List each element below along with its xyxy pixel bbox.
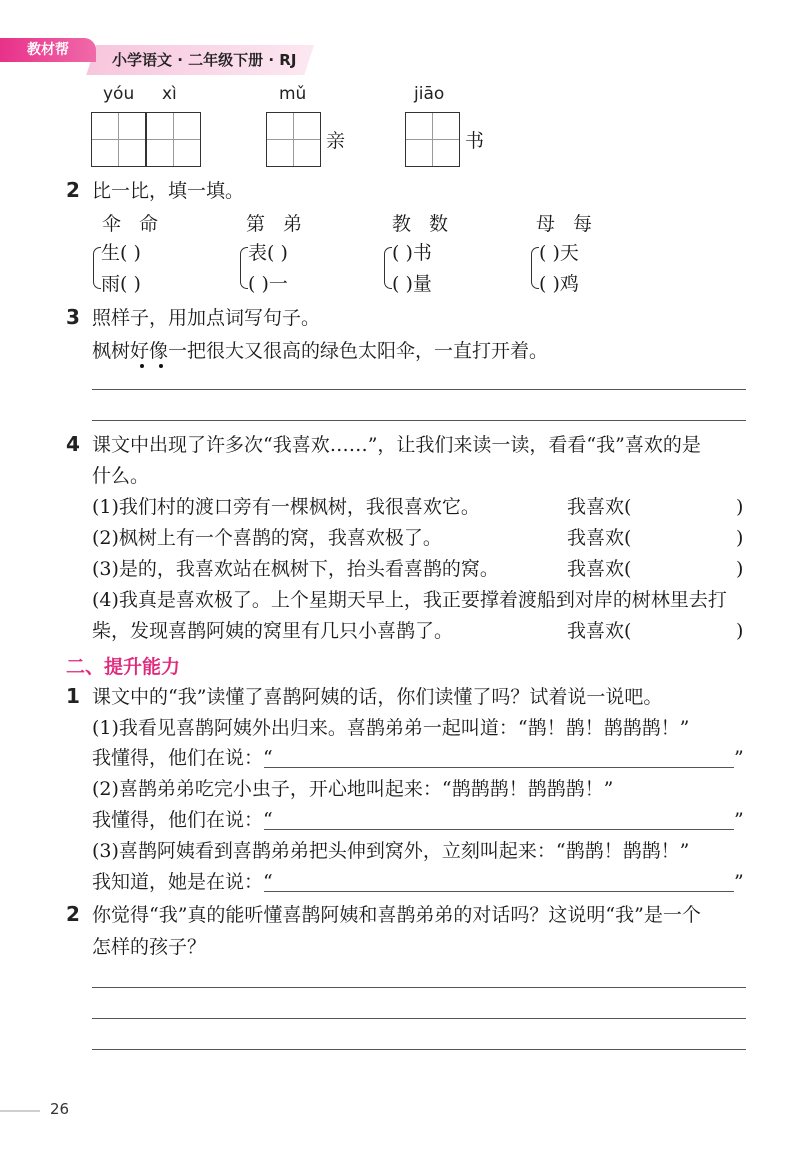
fill-blank[interactable]: 表( ) [248,242,288,264]
writing-box[interactable] [91,112,146,167]
footer-rule [0,1110,40,1112]
word-suffix: 亲 [326,130,346,152]
answer-blank[interactable]: 我喜欢( [567,496,632,518]
question-number: 2 [66,902,80,926]
s2q1-item: (1)我看见喜鹊阿姨外出归来。喜鹊弟弟一起叫道：“鹊！鹊！鹊鹊鹊！” [92,717,690,739]
s2q1-item: (2)喜鹊弟弟吃完小虫子，开心地叫起来：“鹊鹊鹊！鹊鹊鹊！” [92,778,614,800]
answer-prompt: 我懂得，他们在说：“ [92,747,273,769]
answer-close: ) [736,558,744,580]
brace [384,247,392,289]
q4-item: 柴，发现喜鹊阿姨的窝里有几只小喜鹊了。 [92,620,454,642]
fill-blank[interactable]: 生( ) [101,242,141,264]
answer-prompt: 我懂得，他们在说：“ [92,809,273,831]
char-pair: 伞 命 [102,213,159,235]
pinyin-label: yóu [103,84,135,104]
fill-blank[interactable]: ( )天 [539,242,579,264]
s2q1-item: (3)喜鹊阿姨看到喜鹊弟弟把头伸到窝外，立刻叫起来：“鹊鹊！鹊鹊！” [92,840,690,862]
answer-line[interactable] [264,891,734,892]
q4-item: (3)是的，我喜欢站在枫树下，抬头看喜鹊的窝。 [92,558,499,580]
question-number: 1 [66,684,80,708]
page-number: 26 [50,1100,70,1118]
close-quote: ” [734,871,744,893]
pinyin-label: mǔ [279,84,307,104]
section-heading: 二、提升能力 [66,656,181,678]
fill-blank[interactable]: ( )书 [392,242,432,264]
fill-blank[interactable]: 雨( ) [101,273,141,295]
brace [93,247,101,289]
header-subtitle: 小学语文 · 二年级下册 · RJ [112,51,297,69]
answer-blank[interactable]: 我喜欢( [567,527,632,549]
writing-box[interactable] [405,112,460,167]
emphasis-dot [159,364,163,368]
answer-line[interactable] [92,420,746,421]
question-title: 你觉得“我”真的能听懂喜鹊阿姨和喜鹊弟弟的对话吗？这说明“我”是一个 [92,904,701,926]
answer-line[interactable] [264,829,734,830]
close-quote: ” [734,747,744,769]
pinyin-label: jiāo [414,84,445,104]
answer-close: ) [736,527,744,549]
answer-blank[interactable]: 我喜欢( [567,558,632,580]
char-pair: 教 数 [392,213,449,235]
question-title: 课文中的“我”读懂了喜鹊阿姨的话，你们读懂了吗？试着说一说吧。 [92,686,663,708]
question-title: 什么。 [92,465,150,487]
brace [531,247,539,289]
brand-tag: 教材帮 [0,38,96,62]
fill-blank[interactable]: ( )一 [248,273,288,295]
char-pair: 母 每 [536,213,593,235]
question-number: 3 [66,305,80,329]
fill-blank[interactable]: ( )量 [392,273,432,295]
pinyin-label: xì [162,84,177,104]
example-sentence: 枫树好像一把很大又很高的绿色太阳伞，一直打开着。 [92,340,549,362]
q4-item: (2)枫树上有一个喜鹊的窝，我喜欢极了。 [92,527,442,549]
answer-line[interactable] [92,389,746,390]
writing-box[interactable] [266,112,321,167]
fill-blank[interactable]: ( )鸡 [539,273,579,295]
q4-item: (1)我们村的渡口旁有一棵枫树，我很喜欢它。 [92,496,480,518]
answer-blank[interactable]: 我喜欢( [567,620,632,642]
answer-close: ) [736,620,744,642]
char-pair: 第 弟 [246,213,303,235]
answer-line[interactable] [92,987,746,988]
question-title: 比一比，填一填。 [92,180,245,202]
question-number: 4 [66,432,80,456]
q4-item: (4)我真是喜欢极了。上个星期天早上，我正要撑着渡船到对岸的树林里去打 [92,589,727,611]
word-suffix: 书 [465,130,485,152]
close-quote: ” [734,809,744,831]
answer-line[interactable] [92,1049,746,1050]
answer-close: ) [736,496,744,518]
question-title: 怎样的孩子？ [92,936,207,958]
question-title: 照样子，用加点词写句子。 [92,307,321,329]
emphasis-dot [140,364,144,368]
writing-box[interactable] [146,112,201,167]
answer-prompt: 我知道，她是在说：“ [92,871,273,893]
answer-line[interactable] [264,767,734,768]
brace [240,247,248,289]
question-number: 2 [66,178,80,202]
question-title: 课文中出现了许多次“我喜欢……”，让我们来读一读，看看“我”喜欢的是 [92,434,701,456]
answer-line[interactable] [92,1018,746,1019]
